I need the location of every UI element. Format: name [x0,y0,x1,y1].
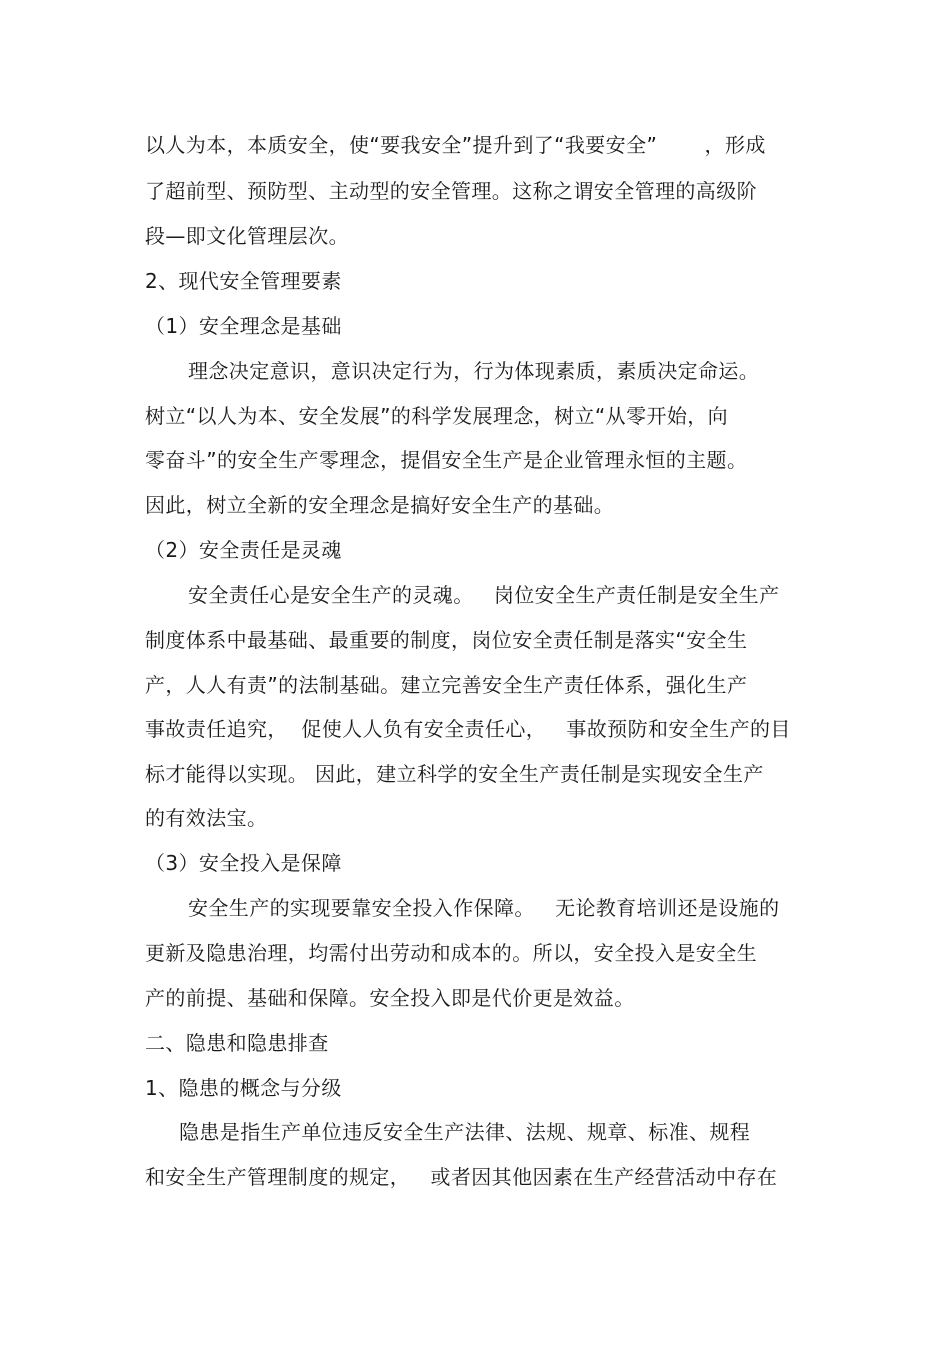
text-line-19: 更新及隐患治理，均需付出劳动和成本的。所以，安全投入是安全生 [145,941,757,965]
text-line-6: 理念决定意识，意识决定行为，行为体现素质，素质决定命运。 [188,359,760,383]
text-line-20: 产的前提、基础和保障。安全投入即是代价更是效益。 [145,986,635,1010]
text-line-24: 和安全生产管理制度的规定， 或者因其他因素在生产经营活动中存在 [145,1165,778,1189]
text-line-9: 因此，树立全新的安全理念是搞好安全生产的基础。 [145,493,615,517]
text-line-23: 隐患是指生产单位违反安全生产法律、法规、规章、标准、规程 [179,1120,751,1144]
subsection-heading: （1）安全理念是基础 [145,314,342,338]
section-heading: 1、隐患的概念与分级 [145,1076,342,1100]
text-line-15: 标才能得以实现。 因此，建立科学的安全生产责任制是实现安全生产 [145,762,764,786]
text-line-13: 产，人人有责”的法制基础。建立完善安全生产责任体系，强化生产 [145,673,748,697]
text-line-12: 制度体系中最基础、最重要的制度，岗位安全责任制是落实“安全生 [145,628,748,652]
text-line-18: 安全生产的实现要靠安全投入作保障。 无论教育培训还是设施的 [188,896,780,920]
section-heading: 2、现代安全管理要素 [145,269,342,293]
text-line-14: 事故责任追究， 促使人人负有安全责任心， 事故预防和安全生产的目 [145,717,791,741]
text-line-1: 以人为本，本质安全，使“要我安全”提升到了“我要安全” ，形成 [145,133,766,157]
text-line-7: 树立“以人为本、安全发展”的科学发展理念，树立“从零开始，向 [145,404,729,428]
text-line-8: 零奋斗”的安全生产零理念，提倡安全生产是企业管理永恒的主题。 [145,448,748,472]
section-heading: 二、隐患和隐患排查 [145,1031,329,1055]
text-line-11: 安全责任心是安全生产的灵魂。 岗位安全生产责任制是安全生产 [188,583,780,607]
subsection-heading: （2）安全责任是灵魂 [145,538,342,562]
text-line-2: 了超前型、预防型、主动型的安全管理。这称之谓安全管理的高级阶 [145,179,757,203]
subsection-heading: （3）安全投入是保障 [145,851,342,875]
text-line-3: 段—即文化管理层次。 [145,224,349,248]
text-line-16: 的有效法宝。 [145,806,268,830]
